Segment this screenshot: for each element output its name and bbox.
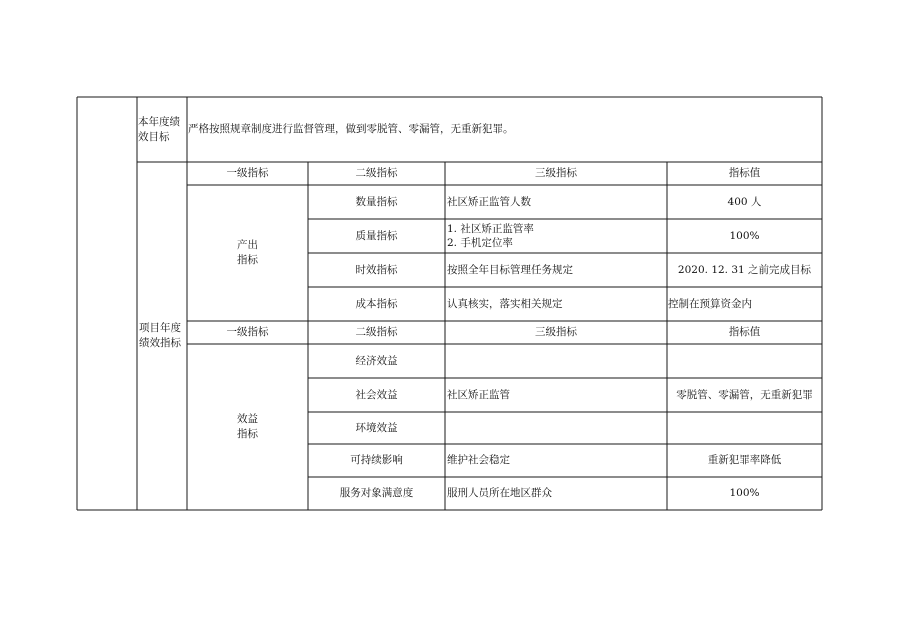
goal-label-line2: 效目标 — [138, 130, 170, 143]
benefit-row2-level2: 社会效益 — [355, 388, 398, 401]
benefit-row1-level2: 经济效益 — [355, 354, 398, 367]
benefit-row5-level3: 服刑人员所在地区群众 — [447, 487, 552, 499]
output-row4-value: 控制在预算资金内 — [668, 297, 752, 310]
header2-level2: 二级指标 — [355, 326, 398, 338]
benefit-label-line2: 指标 — [237, 428, 258, 440]
output-label-line2: 指标 — [237, 254, 258, 266]
output-row3-level2: 时效指标 — [355, 263, 398, 276]
header2-level3: 三级指标 — [535, 326, 577, 338]
benefit-row5-level2: 服务对象满意度 — [339, 487, 414, 499]
indicators-label — [137, 162, 187, 510]
indicators-label-line1: 项目年度 — [139, 322, 181, 334]
output-row3-value: 2020. 12. 31 之前完成目标 — [677, 263, 812, 276]
benefit-row2-value: 零脱管、零漏管，无重新犯罪 — [676, 388, 813, 401]
header-level3: 三级指标 — [535, 167, 577, 179]
output-row1-level3: 社区矫正监管人数 — [447, 195, 531, 208]
output-row2-level3 — [445, 219, 667, 253]
benefit-row1-value — [667, 344, 822, 378]
indicators-label-line2: 绩效指标 — [139, 337, 181, 349]
output-row1-level2: 数量指标 — [355, 195, 398, 208]
benefit-row3-value — [667, 412, 822, 444]
output-row4-level2: 成本指标 — [355, 297, 398, 310]
output-label-line1: 产出 — [237, 239, 258, 251]
header-level2: 二级指标 — [355, 167, 398, 179]
benefit-row2-level3: 社区矫正监管 — [447, 388, 510, 401]
benefit-row3-level2: 环境效益 — [355, 421, 398, 434]
output-row4-level3: 认真核实，落实相关规定 — [447, 297, 563, 310]
output-row2-level2: 质量指标 — [355, 229, 398, 242]
benefit-row4-level3: 维护社会稳定 — [447, 454, 510, 466]
benefit-row3-level3 — [445, 412, 667, 444]
benefit-label-line1: 效益 — [237, 413, 258, 425]
goal-label — [137, 97, 187, 162]
header2-value: 指标值 — [728, 326, 761, 338]
benefit-row4-level2: 可持续影响 — [350, 454, 403, 466]
benefit-row1-level3 — [445, 344, 667, 378]
header-value: 指标值 — [728, 167, 761, 179]
benefit-row4-value: 重新犯罪率降低 — [707, 454, 782, 466]
output-row2-value: 100% — [729, 229, 760, 242]
goal-label-line1: 本年度绩 — [138, 115, 180, 128]
goal-text: 严格按照规章制度进行监督管理，做到零脱管、零漏管，无重新犯罪。 — [188, 123, 514, 135]
header2-level1: 一级指标 — [226, 326, 269, 338]
output-row2-level3-line2: 2. 手机定位率 — [447, 237, 513, 249]
header-level1: 一级指标 — [226, 167, 269, 179]
output-row2-level3-line1: 1. 社区矫正监管率 — [447, 223, 534, 235]
output-label — [187, 185, 308, 321]
benefit-row5-value: 100% — [729, 487, 760, 499]
output-row1-value: 400 人 — [727, 195, 762, 208]
output-row3-level3: 按照全年目标管理任务规定 — [447, 263, 573, 276]
benefit-label — [187, 344, 308, 510]
